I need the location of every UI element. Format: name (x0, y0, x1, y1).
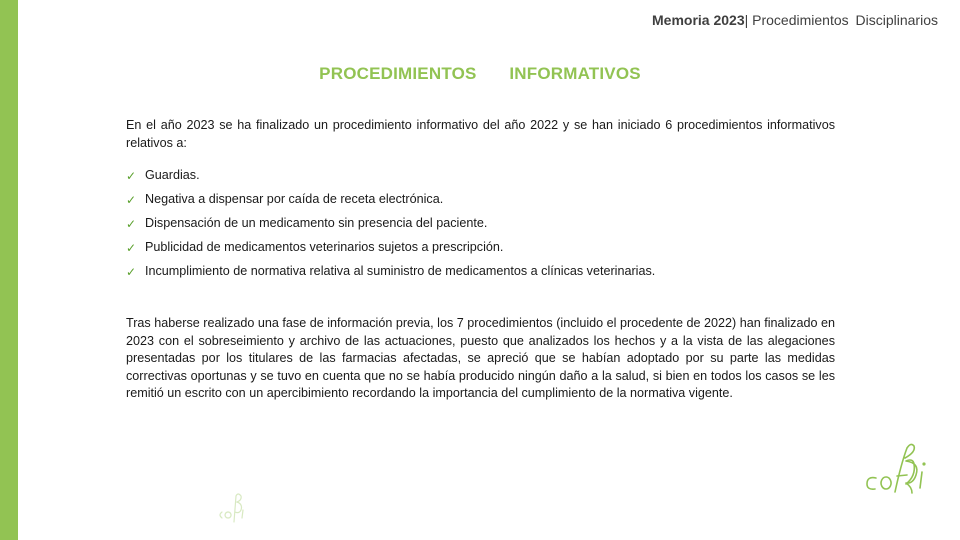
list-item-text: Negativa a dispensar por caída de receta electrónica. (145, 192, 444, 206)
list-item-text: Dispensación de un medicamento sin presencia del paciente. (145, 216, 488, 230)
list-item (126, 168, 835, 192)
checkmark-icon: ✓ (126, 193, 137, 207)
list-item-text: Guardias. (145, 168, 200, 182)
page-title: PROCEDIMIENTOS INFORMATIVOS (319, 64, 641, 83)
checkmark-icon: ✓ (126, 241, 137, 255)
list-item (126, 240, 835, 264)
intro-paragraph: En el año 2023 se ha finalizado un procedimiento informativo del año 2022 y se han iniciado 6 procedimientos informativos relativos a: (126, 118, 835, 150)
list-item-text: Incumplimiento de normativa relativa al suministro de medicamentos a clínicas veterinarias. (145, 264, 656, 278)
cofbi-logo-watermark (212, 488, 250, 528)
checkmark-icon: ✓ (126, 169, 137, 183)
page-header (652, 12, 938, 28)
checkmark-icon: ✓ (126, 217, 137, 231)
header-section: Procedimientos Disciplinarios (752, 12, 938, 28)
header-separator: | (744, 12, 749, 28)
bullet-list (126, 168, 835, 288)
conclusion-paragraph: Tras haberse realizado una fase de información previa, los 7 procedimientos (incluido el procedente de 2022) han finalizado en 2023 con el sobreseimiento y archivo de las actuaciones, puesto que analizados los hechos y a la vista de las alegaciones presentadas por los titulares de las farmacias afectadas, se apreció que se habían adoptado por su parte las medidas correctivas oportunas y se tuvo en cuenta que no se había producido ningún daño a la salud, si bien en todos los casos se les remitió un escrito con un apercibimiento recordando la importancia del cumplimiento de la normativa vigente. (126, 316, 835, 400)
checkmark-icon: ✓ (126, 265, 137, 279)
cofbi-logo (862, 440, 930, 516)
list-item (126, 264, 835, 288)
list-item-text: Publicidad de medicamentos veterinarios sujetos a prescripción. (145, 240, 504, 254)
list-item (126, 216, 835, 240)
list-item (126, 192, 835, 216)
header-doc-title: Memoria 2023 (652, 12, 745, 28)
